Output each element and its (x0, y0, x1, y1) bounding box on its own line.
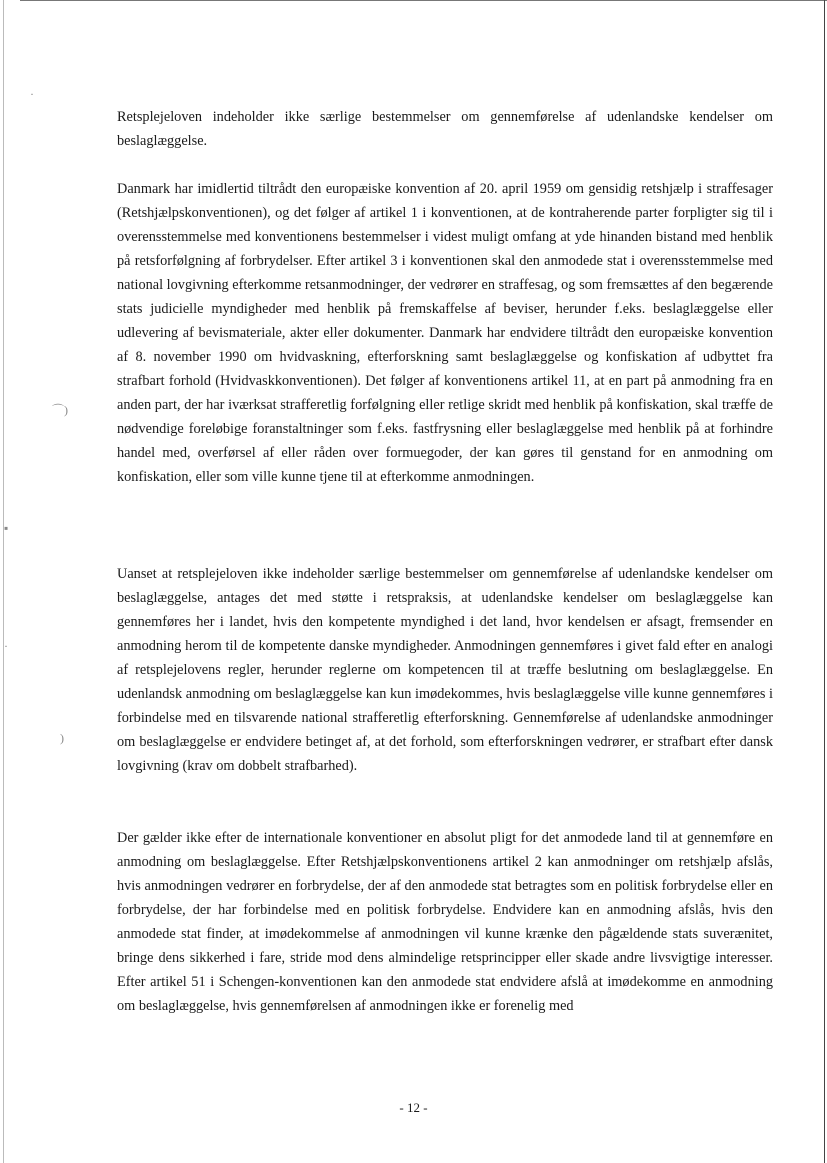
top-edge-rule (20, 0, 827, 2)
paragraph-1: Retsplejeloven indeholder ikke særlige bestemmelser om gennemførelse af udenlandske kendelser om beslaglæggelse. (117, 109, 773, 149)
scan-speck: · (30, 87, 34, 101)
punch-hole-mark: ) (60, 731, 64, 745)
paragraph-3: Uanset at retsplejeloven ikke indeholder særlige bestemmelser om gennemførelse af udenlandske kendelser om beslaglæggelse, antages det med støtte i retspraksis, at udenlandske kendelser om beslaglæggelse kan gennemføres her i landet, hvis den kompetente myndighed i det land, hvor kendelsen er afsagt, fremsender en anmodning herom til de kompetente danske myndigheder. Anmodningen gennemføres i givet fald efter en analogi af retsplejelovens regler, herunder reglerne om kompetencen til at træffe beslutning om beslaglæggelse. En udenlandsk anmodning om beslaglæggelse kan kun imødekommes, hvis beslaglæggelse ville kunne gennemføres i forbindelse med en tilsvarende national strafferetlig efterforskning. Gennemførelse af udenlandske anmodninger om beslaglæggelse er endvidere betinget af, at det forhold, som efterforskningen vedrører, er strafbart efter dansk lovgivning (krav om dobbelt strafbarhed). (117, 566, 773, 774)
right-scan-edge (824, 0, 825, 1163)
scan-speck: · (4, 639, 8, 653)
left-scan-edge (3, 0, 4, 1163)
paragraph-2: Danmark har imidlertid tiltrådt den europæiske konvention af 20. april 1959 om gensidig retshjælp i straffesager (Retshjælpskonventionen), og det følger af artikel 1 i konventionen, at de kontraherende parter forpligter sig til i overensstemmelse med konventionens bestemmelser i videst muligt omfang at yde hinanden bistand med henblik på retsforfølgning af forbrydelser. Efter artikel 3 i konventionen skal den anmodede stat i overensstemmelse med national lovgivning efterkomme retsanmodninger, der vedrører en straffesag, og som fremsættes af den begærende stats judicielle myndigheder med henblik på fremskaffelse af beviser, herunder f.eks. beslaglæggelse eller udlevering af bevismateriale, akter eller dokumenter. Danmark har endvidere tiltrådt den europæiske konvention af 8. november 1990 om hvidvaskning, efterforskning samt beslaglæggelse og konfiskation af udbyttet fra strafbart forhold (Hvidvaskkonventionen). Det følger af konventionens artikel 11, at en part på anmodning fra en anden part, der har iværksat strafferetlig forfølgning eller retlige skridt med henblik på konfiskation, skal træffe de nødvendige foreløbige foranstaltninger som f.eks. fastfrysning eller beslaglæggelse med henblik på at forhindre handel med, overførsel af eller råden over formuegoder, der kan gøres til genstand for en anmodning om konfiskation, eller som ville kunne tjene til at efterkomme anmodningen. (117, 181, 773, 485)
paragraph-4: Der gælder ikke efter de internationale konventioner en absolut pligt for det anmodede land til at gennemføre en anmodning om beslaglæggelse. Efter Retshjælpskonventionens artikel 2 kan anmodninger om retshjælp afslås, hvis anmodningen vedrører en forbrydelse, der af den anmodede stat betragtes som en politisk forbrydelse eller en forbrydelse, der har forbindelse med en politisk forbrydelse. Endvidere kan en anmodning afslås, hvis den anmodede stat finder, at imødekommelse af anmodningen vil kunne krænke den pågældende stats suverænitet, bringe dens sikkerhed i fare, stride mod dens almindelige retsprincipper eller skade andre livsvigtige interesser. Efter artikel 51 i Schengen-konventionen kan den anmodede stat endvidere afslå at imødekomme en anmodning om beslaglæggelse, hvis gennemførelsen af anmodningen ikke er forenelig med (117, 830, 773, 1014)
page-number: - 12 - (399, 1100, 428, 1115)
scan-speck: ▪ (4, 521, 9, 535)
punch-hole-mark: ⌒) (52, 403, 68, 417)
